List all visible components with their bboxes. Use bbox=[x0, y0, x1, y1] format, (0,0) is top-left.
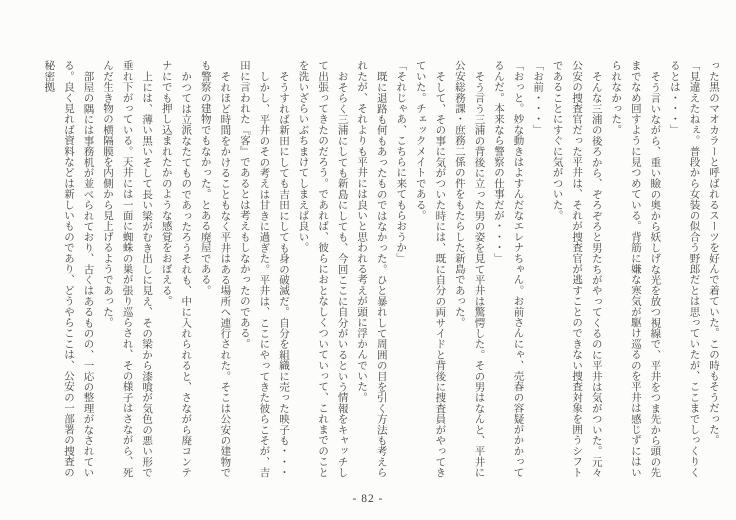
novel-text-vertical bbox=[39, 60, 723, 484]
paragraph: 部屋の隅には事務机が並べられており、古くはあるものの、一応の整理がなされている。良く見れば資料などは新しいものであり、どうやらここは、公安の一部署の捜査の秘密拠 bbox=[43, 60, 94, 478]
paragraph: 「見違えたねぇ。普段から女装の似合う野郎だとは思っていたが、ここまでしっくりくるとは・・・」 bbox=[668, 60, 700, 478]
paragraph: かつては立派なたてものであったろうそれも、中に入れられると、さながら廃コンテナにでも押し込まれたかのような感覚をおぼえる。 bbox=[160, 60, 192, 478]
paragraph: った黒のマオカラーと呼ばれるスーツを好んで着ていた。この時もそうだった。 bbox=[708, 60, 719, 446]
paragraph: そうすれば新田にしても吉田にしても身の破滅だ。自分を組織に売った映子も・・・ bbox=[277, 70, 289, 478]
paragraph: 「おっと。妙な動きはよすんだなエレナちゃん。お前さんにゃ、売春の容疑がかかってるんだ。本来なら警察の仕事だが・・・」 bbox=[492, 60, 524, 478]
paragraph: 「お前・・・」 bbox=[532, 60, 544, 135]
paragraph: おそらく三浦にしても新島にしても、今回ここに自分がいるという情報をキャッチして出張ってきたのだろう。であれば、彼らにおとなしくついていって、これまでのことを洗いざらいぶちまけてしまえば良い。 bbox=[297, 60, 348, 478]
paragraph: それほど時間をかけることもなく平井はある場所へ連行された。そこは公安の建物でも警察の建物でもなかった。とある廃屋である。 bbox=[199, 60, 231, 478]
paragraph: そう言いながら、重い瞼の奥から妖しげな光を放つ視線で、平井をつま先から頭の先までなめ回すように見つめている。背筋に嫌な寒気が駆け巡るのを平井は感じずにはいられなかった。 bbox=[610, 60, 661, 478]
paragraph: 既に退路も何もあったものではなかった。ひと暴れして周囲の目を引く方法も考えられたが、それよりも平井には良いと思われる考えが頭に浮かんでいた。 bbox=[356, 60, 387, 478]
paragraph: そう言う三浦の背後に立った男の姿を見て平井は驚愕した。その男はなんと、平井に公安総務課・庶務二係の件をもたらした新島であった。 bbox=[453, 60, 485, 478]
page-number: - 82 - bbox=[352, 493, 384, 505]
paragraph: そんな三浦の後ろから、ぞろぞろと男たちがやってくるのに平井は気がついた。元々公安の捜査官だった平井は、それが捜査官が逃すことのできない捜査対象を囲うシフトであることにすぐに気がついた。 bbox=[551, 60, 602, 478]
paragraph: 上には、薄い黒いそして長い梁がむき出しに見え、その梁から漆喰が気色の悪い形で垂れ下がっている。天井には一面に蜘蛛の巣が張り巡らされ、その様子はさながら、死んだ生き物の横隔膜を内側から見上げるようであった。 bbox=[102, 60, 153, 478]
paragraph: 「それじゃあ、こちらに来てもらおうか」 bbox=[395, 60, 407, 264]
paragraph: そして、その事に気がついた時には、既に自分の両サイドと背後に捜査員がやってきていた。チェックメイトである。 bbox=[414, 60, 446, 478]
paragraph: しかし、平井のその考えは甘きに過ぎた。平井は、ここにやってきた彼らこそが、吉田に言われた『客』であるとは考えもしなかったのである。 bbox=[238, 60, 270, 478]
